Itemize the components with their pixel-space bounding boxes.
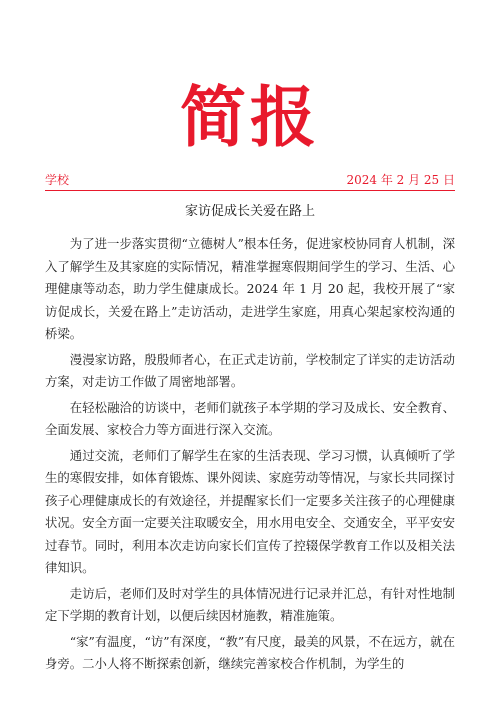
article-headline: 家访促成长关爱在路上 bbox=[184, 204, 315, 219]
school-label: 学校 bbox=[45, 173, 70, 187]
header-divider bbox=[45, 190, 455, 191]
meta-row bbox=[45, 172, 455, 188]
paragraph: 走访后，老师们及时对学生的具体情况进行记录并汇总，有针对性地制定下学期的教育计划，以便后续因材施教，精准施策。 bbox=[45, 585, 455, 623]
issue-date: 2024 年 2 月 25 日 bbox=[346, 173, 455, 187]
paragraph: 在轻松融洽的访谈中，老师们就孩子本学期的学习及成长、安全教育、全面发展、家校合力等方面进行深入交流。 bbox=[45, 399, 455, 437]
paragraph: “家”有温度，“访”有深度，“教”有尺度，最美的风景，不在远方，就在身旁。二小人将不断探索创新，继续完善家校合作机制，为学生的 bbox=[45, 633, 455, 671]
article-body bbox=[45, 233, 455, 679]
paragraph: 漫漫家访路，殷殷师者心，在正式走访前，学校制定了详实的走访活动方案，对走访工作做了周密地部署。 bbox=[45, 351, 455, 389]
bulletin-masthead: 简报 bbox=[180, 79, 320, 156]
paragraph: 通过交流，老师们了解学生在家的生活表现、学习习惯，认真倾听了学生的寒假安排，如体育锻炼、课外阅读、家庭劳动等情况，与家长共同探讨孩子心理健康成长的有效途径，并提醒家长们一定要多关注孩子的心理健康状况。安全方面一定要关注取暖安全，用水用电安全、交通安全，平平安安过春节。同时，利用本次走访向家长们宣传了控辍保学教育工作以及相关法律知识。 bbox=[45, 447, 455, 575]
paragraph: 为了进一步落实贯彻“立德树人”根本任务，促进家校协同育人机制，深入了解学生及其家庭的实际情况，精准掌握寒假期间学生的学习、生活、心理健康等动态，助力学生健康成长。2024 年 1 月 20 起，我校开展了“家访促成长，关爱在路上”走访活动，走进学生家庭，用真心架起家校沟通的桥梁。 bbox=[45, 236, 455, 341]
